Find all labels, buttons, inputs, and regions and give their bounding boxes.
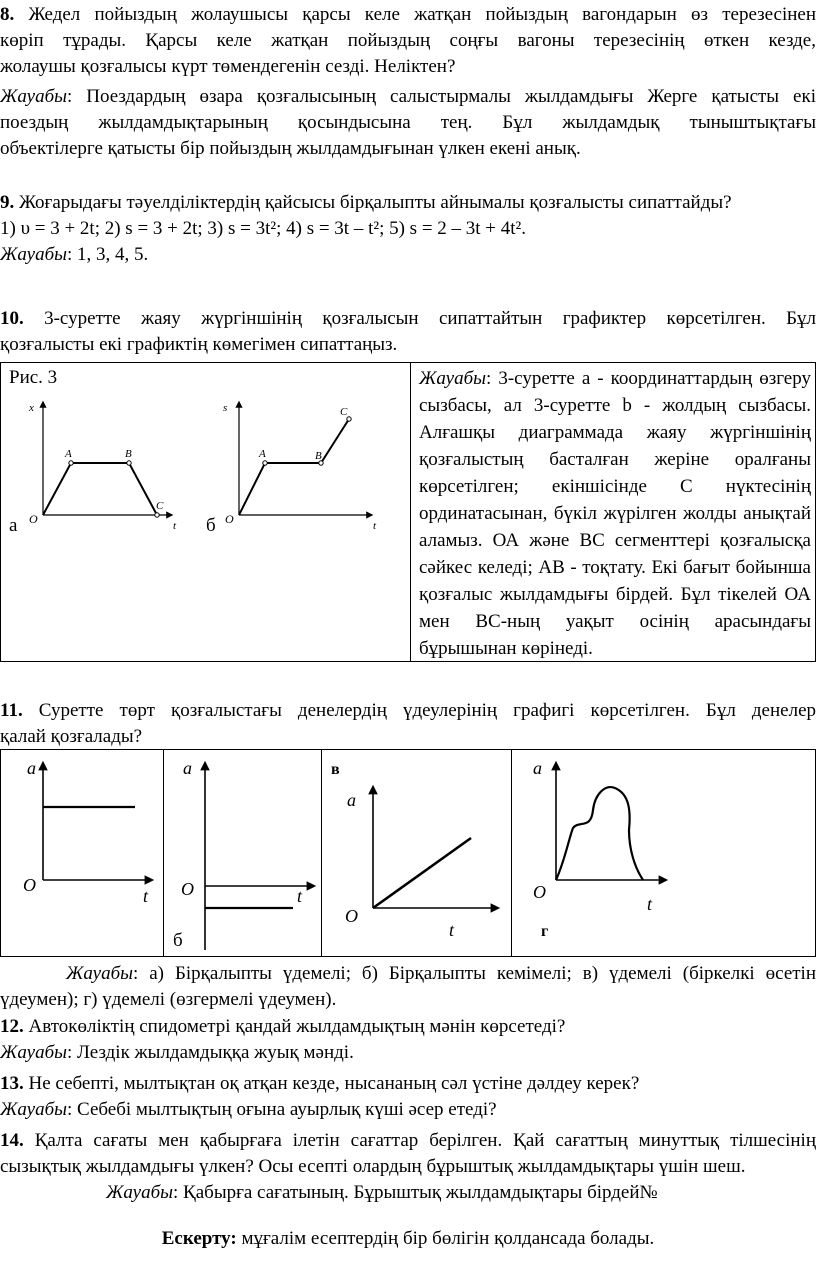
accel-graph-2-tag: б [173, 930, 183, 951]
figure-3-graphs [1, 363, 410, 661]
task-10-number: 10. [0, 308, 24, 329]
task-8-answer-line-3: объектілерге қатысты бір пойыздың жылдамдығынан үлкен екені анық. [0, 138, 581, 159]
task-10-table [0, 362, 816, 662]
accel-graph-3-line [373, 838, 471, 908]
task-8 [0, 2, 816, 80]
task-14-line-1: Қалта сағаты мен қабырғаға ілетін сағаттар берілген. Қай сағаттың минуттық тілшесінің [34, 1130, 816, 1151]
task-11-answer [0, 961, 816, 1013]
note-text: мұғалім есептердің бір бөлігін қолдансада болады. [236, 1228, 655, 1249]
task-11 [0, 698, 816, 750]
task-13-number: 13. [0, 1073, 24, 1094]
task-11-line-2: қалай қозғалады? [0, 726, 143, 747]
task-10-figure-cell [1, 363, 410, 661]
task-8-answer-line-2: поездың жылдамдықтарының қосындысына тең. Бұл жылдамдық тыныштықтағы [0, 112, 816, 133]
graph-a-label-a: A [65, 448, 72, 460]
accel-graph-1-x-label: t [143, 886, 149, 906]
task-11-line-1: Суретте төрт қозғалыстағы денелердің үдеулерінің графигі көрсетілген. Бұл денелер [38, 700, 816, 721]
accel-graph-4-origin: O [533, 882, 546, 902]
accel-graph-2-origin: O [181, 879, 194, 899]
accel-graph-3-tag: в [331, 761, 340, 778]
accel-graph-4-x-label: t [647, 894, 653, 914]
figure-caption: Рис. 3 [9, 367, 58, 388]
accel-graph-3 [331, 761, 497, 940]
accel-graph-2-y-label: a [183, 758, 192, 778]
task-13-answer: : Себебі мылтықтың оғына ауырлық күші әсер етеді? [67, 1099, 497, 1120]
task-8-line-2: көріп тұрады. Қарсы келе жатқан пойыздың соңғы вагоны терезесінің өткен кезде, [0, 30, 816, 51]
task-8-line-1: Жедел пойыздың жолаушысы қарсы келе жатқан пойыздың вагондарын өз терезесінен [28, 4, 816, 25]
accel-graph-2-x-label: t [297, 886, 303, 906]
acceleration-graphs [1, 750, 815, 956]
task-11-answer-line-2: үдеумен); г) үдемелі (өзгермелі үдеумен). [0, 989, 337, 1010]
task-10-answer: : 3-суретте а - координаттардың өзгеру сызбасы, ал 3-суретте b - жолдың сызбасы. Алғашқы диаграммада жаяу жүргіншінің қозғалыстың басталған жеріне оралғаны көрсетілген; екіншісінде С нүктесінің ординатасынан, бүкіл жүрілген жолды анықтай аламыз. ОА және ВС сегменттері қозғалысқа сәйкес келеді; АВ - тоқтату. Екі бағыт бойынша қозғалыс жылдамдығы бірдей. Бұл тікелей ОА мен ВС-ның уақыт осінің арасындағы бұрышынан көрінеді. [419, 368, 811, 659]
task-11-table [0, 749, 816, 957]
graph-a-point-b [127, 461, 131, 465]
task-9-formulas: 1) υ = 3 + 2t; 2) s = 3 + 2t; 3) s = 3t²; 4) s = 3t – t²; 5) s = 2 – 3t + 4t². [0, 218, 526, 239]
graph-b-y-label: s [223, 402, 228, 414]
teacher-note [0, 1226, 816, 1252]
graph-a-point-a [69, 461, 73, 465]
task-13-answer-label: Жауабы [0, 1099, 68, 1120]
task-14-line-2: сызықтық жылдамдығы үлкен? Осы есепті олардың бұрыштық жылдамдықтары үшін шеш. [0, 1156, 746, 1177]
task-10-line-1: 3-суретте жаяу жүргіншінің қозғалысын сипаттайтын графиктер көрсетілген. Бұл [44, 308, 816, 329]
task-9 [0, 190, 816, 268]
task-10-table-divider [410, 363, 411, 661]
task-12-answer: : Лездік жылдамдыққа жуық мәнді. [67, 1042, 354, 1063]
accel-graph-4-y-label: a [533, 758, 542, 778]
graph-b-x-label: t [373, 520, 377, 532]
task-12-answer-label: Жауабы [0, 1042, 68, 1063]
task-9-text: Жоғарыдағы тәуелділіктердің қайсысы бірқалыпты айнымалы қозғалысты сипаттайды? [19, 192, 732, 213]
graph-a-x-label: t [173, 520, 177, 532]
graph-b-label-b: B [315, 450, 322, 462]
graph-b-label-c: C [340, 406, 348, 418]
graph-a-point-c [155, 513, 159, 517]
accel-graph-3-y-label: a [347, 790, 356, 810]
graph-b-origin: O [225, 512, 234, 526]
task-14-answer-label: Жауабы [106, 1182, 174, 1203]
accel-graph-1-y-label: a [27, 758, 36, 778]
task-10-answer-label: Жауабы [419, 368, 487, 389]
task-13 [0, 1071, 816, 1123]
task-11-answer-label: Жауабы [66, 963, 134, 984]
graph-a-tag: а [9, 515, 18, 536]
graph-b-point-c [347, 417, 351, 421]
graph-a [9, 402, 177, 536]
accel-graph-4-curve [556, 787, 643, 880]
graph-b-point-a [263, 461, 267, 465]
accel-graph-3-origin: O [345, 906, 358, 926]
accel-graph-4 [533, 758, 665, 940]
accel-graph-1 [23, 758, 151, 906]
accel-graph-4-tag: г [541, 923, 549, 940]
graph-a-origin: O [29, 512, 38, 526]
task-9-answer: : 1, 3, 4, 5. [67, 244, 149, 265]
task-10-answer-cell [419, 365, 811, 662]
task-9-number: 9. [0, 192, 15, 213]
task-11-answer-line-1: : а) Бірқалыпты үдемелі; б) Бірқалыпты кемімелі; в) үдемелі (біркелкі өсетін [133, 963, 816, 984]
task-10 [0, 306, 816, 358]
task-8-answer-line-1: : Поездардың өзара қозғалысының салыстырмалы жылдамдығы Жерге қатысты екі [67, 86, 816, 107]
accel-graph-1-origin: O [23, 875, 36, 895]
task-8-line-3: жолаушы қозғалысы күрт төмендегенін сезді. Неліктен? [0, 56, 456, 77]
graph-b-label-a: A [259, 448, 266, 460]
accel-graph-3-x-label: t [449, 920, 455, 940]
task-8-answer [0, 84, 816, 162]
graph-a-label-b: B [125, 448, 132, 460]
accel-graph-2 [173, 758, 313, 951]
task-8-answer-label: Жауабы [0, 86, 68, 107]
task-14-number: 14. [0, 1130, 24, 1151]
task-14 [0, 1128, 816, 1206]
note-label: Ескерту: [161, 1228, 237, 1249]
graph-b [206, 402, 377, 536]
task-10-line-2: қозғалысты екі графиктің көмегімен сипаттаңыз. [0, 334, 398, 355]
graph-b-line [239, 419, 349, 515]
task-12-text: Автокөліктің спидометрі қандай жылдамдықтың мәнін көрсетеді? [28, 1016, 566, 1037]
task-8-number: 8. [0, 4, 15, 25]
task-12-number: 12. [0, 1016, 24, 1037]
graph-a-line [43, 463, 157, 515]
graph-b-tag: б [206, 515, 216, 536]
graph-a-y-label: x [29, 402, 34, 414]
graph-a-label-c: C [156, 500, 164, 512]
task-11-number: 11. [0, 700, 23, 721]
task-14-answer: : Қабырға сағатының. Бұрыштық жылдамдықтары бірдей№ [173, 1182, 658, 1203]
task-13-text: Не себепті, мылтықтан оқ атқан кезде, нысананың сәл үстіне дәлдеу керек? [28, 1073, 640, 1094]
task-12 [0, 1014, 816, 1066]
task-9-answer-label: Жауабы [0, 244, 68, 265]
